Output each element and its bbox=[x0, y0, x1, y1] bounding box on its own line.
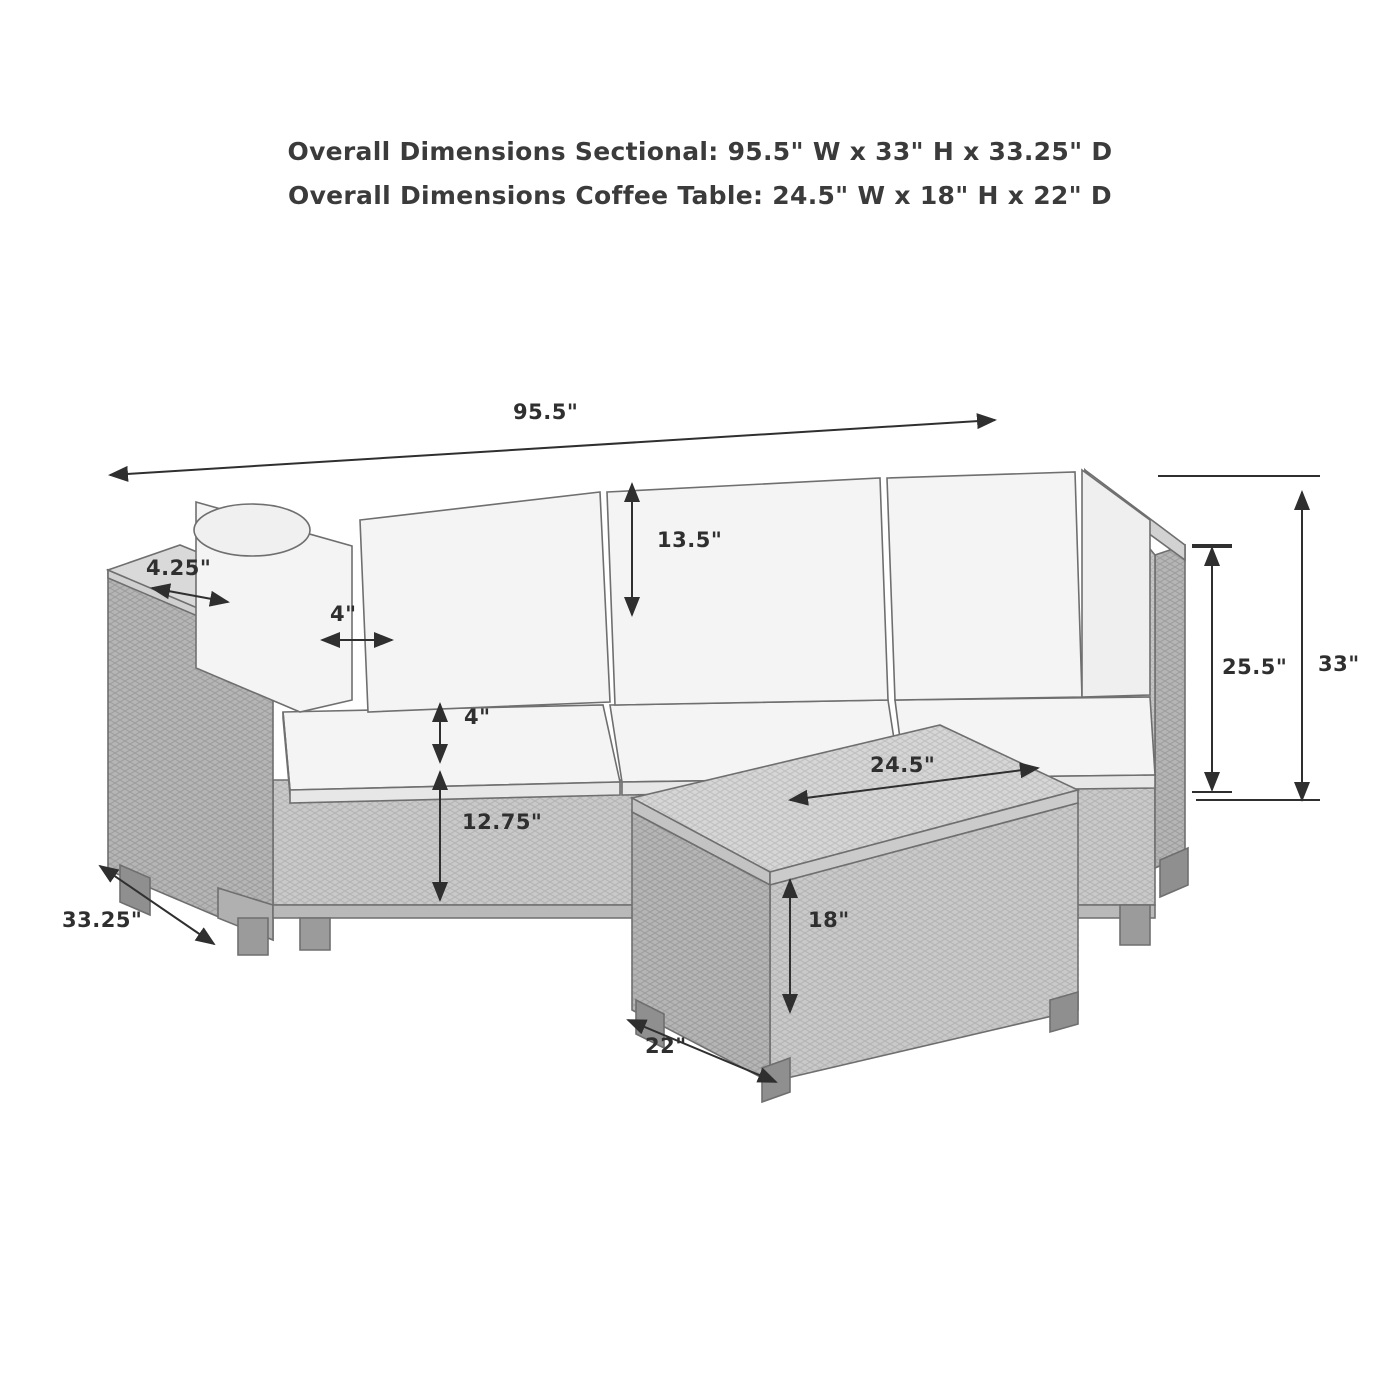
dim-label-table-depth: 22" bbox=[645, 1034, 687, 1058]
dim-label-seat-height: 12.75" bbox=[462, 810, 543, 834]
dim-label-overall-width: 95.5" bbox=[513, 400, 579, 424]
dim-label-seat-back-height: 25.5" bbox=[1222, 655, 1288, 679]
dim-label-arm-width: 4.25" bbox=[146, 556, 212, 580]
dim-label-back-cushion-depth: 4" bbox=[330, 602, 357, 626]
dim-label-table-height: 18" bbox=[808, 908, 850, 932]
dim-label-back-cushion-height: 13.5" bbox=[657, 528, 723, 552]
coffee-table-illustration bbox=[632, 725, 1078, 1102]
dim-label-overall-depth: 33.25" bbox=[62, 908, 143, 932]
dim-label-overall-height: 33" bbox=[1318, 652, 1360, 676]
header-line-sectional: Overall Dimensions Sectional: 95.5" W x 33" H x 33.25" D bbox=[287, 137, 1113, 166]
dim-label-table-width: 24.5" bbox=[870, 753, 936, 777]
dim-label-seat-cushion-height: 4" bbox=[464, 705, 491, 729]
header-line-coffee-table: Overall Dimensions Coffee Table: 24.5" W x 18" H x 22" D bbox=[288, 181, 1112, 210]
